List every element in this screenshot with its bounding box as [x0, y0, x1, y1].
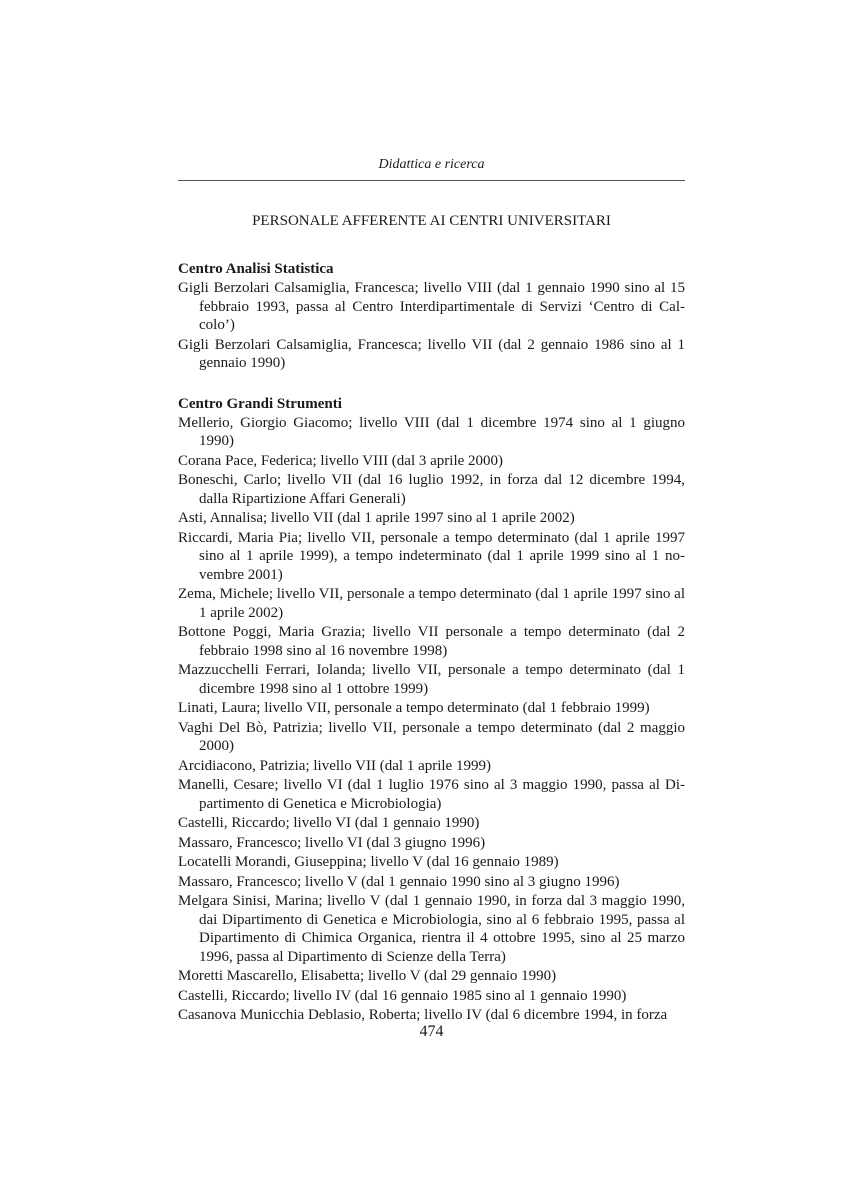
list-item: Vaghi Del Bò, Patrizia; livello VII, personale a tempo determinato (dal 2 maggio 2000)	[178, 719, 685, 754]
list-item: Massaro, Francesco; livello V (dal 1 gennaio 1990 sino al 3 giugno 1996)	[178, 873, 620, 890]
list-item: Boneschi, Carlo; livello VII (dal 16 luglio 1992, in forza dal 12 dicembre 1994, dalla Ripartizione Affari Generali)	[178, 472, 685, 507]
page-title: PERSONALE AFFERENTE AI CENTRI UNIVERSITARI	[252, 213, 611, 229]
page-body	[178, 212, 685, 1047]
list-item: Gigli Berzolari Calsamiglia, Francesca; livello VIII (dal 1 gennaio 1990 sino al 15 febbraio 1993, passa al Centro Interdipartimentale di Servizi ‘Centro di Cal-colo’)	[178, 280, 685, 333]
section-centro-analisi-statistica	[178, 260, 685, 373]
list-item: Corana Pace, Federica; livello VIII (dal 3 aprile 2000)	[178, 452, 504, 469]
section-heading: Centro Grandi Strumenti	[178, 395, 342, 412]
list-item: Asti, Annalisa; livello VII (dal 1 aprile 1997 sino al 1 aprile 2002)	[178, 510, 575, 526]
list-item: Gigli Berzolari Calsamiglia, Francesca; livello VII (dal 2 gennaio 1986 sino al 1 gennaio 1990)	[178, 336, 685, 371]
list-item: Arcidiacono, Patrizia; livello VII (dal 1 aprile 1999)	[178, 757, 491, 774]
page-number: 474	[419, 1023, 444, 1040]
list-item: Linati, Laura; livello VII, personale a tempo determinato (dal 1 febbraio 1999)	[178, 700, 650, 716]
list-item: Melgara Sinisi, Marina; livello V (dal 1 gennaio 1990, in forza dal 3 maggio 1990, dai Dipartimento di Genetica e Microbiologia, sino al 6 febbraio 1995, passa al Dipartimento di Chimica Organica, rientra il 4 ottobre 1995, sino al 25 marzo 1996, passa al Dipartimento di Scienze della Terra)	[178, 893, 685, 965]
header-rule	[178, 180, 685, 181]
list-item: Casanova Municchia Deblasio, Roberta; livello IV (dal 6 dicembre 1994, in forza	[178, 1007, 668, 1023]
list-item: Castelli, Riccardo; livello IV (dal 16 gennaio 1985 sino al 1 gennaio 1990)	[178, 987, 627, 1004]
running-head: Didattica e ricerca	[378, 157, 485, 172]
list-item: Locatelli Morandi, Giuseppina; livello V (dal 16 gennaio 1989)	[178, 854, 559, 870]
section-heading: Centro Analisi Statistica	[178, 261, 334, 277]
list-item: Massaro, Francesco; livello VI (dal 3 giugno 1996)	[178, 834, 486, 851]
list-item: Bottone Poggi, Maria Grazia; livello VII personale a tempo determinato (dal 2 febbraio 1998 sino al 16 novembre 1998)	[178, 624, 685, 659]
list-item: Castelli, Riccardo; livello VI (dal 1 gennaio 1990)	[178, 815, 480, 831]
list-item: Manelli, Cesare; livello VI (dal 1 luglio 1976 sino al 3 maggio 1990, passa al Di-partimento di Genetica e Microbiologia)	[178, 777, 685, 812]
list-item: Mellerio, Giorgio Giacomo; livello VIII (dal 1 dicembre 1974 sino al 1 giugno 1990)	[178, 414, 685, 449]
list-item: Zema, Michele; livello VII, personale a tempo determinato (dal 1 aprile 1997 sino al 1 aprile 2002)	[178, 586, 685, 621]
list-item: Moretti Mascarello, Elisabetta; livello V (dal 29 gennaio 1990)	[178, 968, 557, 984]
list-item: Mazzucchelli Ferrari, Iolanda; livello VII, personale a tempo determinato (dal 1 dicembre 1998 sino al 1 ottobre 1999)	[178, 662, 685, 697]
list-item: Riccardi, Maria Pia; livello VII, personale a tempo determinato (dal 1 aprile 1997 sino al 1 aprile 1999), a tempo indeterminato (dal 1 aprile 1999 sino al 1 no-vembre 2001)	[178, 529, 685, 583]
section-centro-grandi-strumenti	[178, 395, 685, 1025]
